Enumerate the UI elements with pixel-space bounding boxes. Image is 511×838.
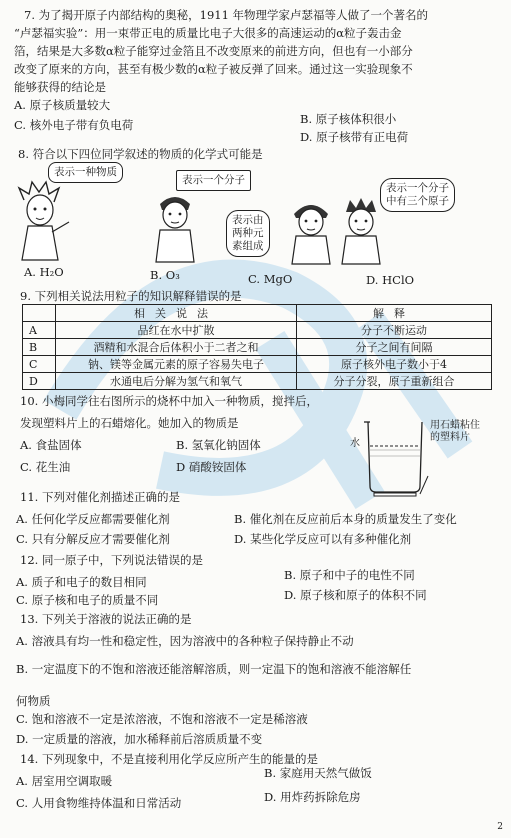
table-row	[23, 356, 492, 373]
table-cell: 水通电后分解为氢气和氧气	[56, 373, 297, 390]
q11-option-d: D. 某些化学反应可以有多种催化剂	[234, 532, 412, 546]
q13-option-d: D. 一定质量的溶液，加水稀释前后溶质质量不变	[16, 732, 263, 746]
q8-bubble-3	[226, 210, 270, 257]
student-boy-1-icon	[150, 190, 200, 265]
q10-line1: 10. 小梅同学往右图所示的烧杯中加入一种物质，搅拌后，	[20, 394, 318, 408]
table-cell: C	[23, 356, 56, 373]
q8-stem: 8. 符合以下四位同学叙述的物质的化学式可能是	[18, 147, 263, 161]
beaker-icon	[360, 416, 430, 498]
q10-option-d: D 硝酸铵固体	[176, 460, 247, 474]
q8-option-b: B. O₃	[150, 268, 180, 282]
q8-bubble-3-line1: 表示由	[232, 214, 264, 226]
q13-option-a: A. 溶液具有均一性和稳定性，因为溶液中的各种粒子保持静止不动	[16, 634, 354, 648]
student-girl-icon	[14, 180, 74, 265]
student-boy-3-icon	[336, 196, 386, 266]
q8-bubble-2: 表示一个分子	[176, 170, 251, 191]
table-cell: 分子分裂，原子重新组合	[297, 373, 492, 390]
q8-bubble-1: 表示一种物质	[48, 162, 123, 183]
q8-bubble-4	[380, 178, 455, 212]
q14-option-a: A. 居室用空调取暖	[16, 774, 113, 788]
table-row	[23, 339, 492, 356]
q14-stem: 14. 下列现象中，不是直接利用化学反应所产生的能量的是	[20, 752, 318, 766]
table-row	[23, 373, 492, 390]
table-header-cell: 相关说法	[56, 305, 297, 322]
q7-option-b: B. 原子核体积很小	[300, 112, 397, 126]
q11-stem: 11. 下列对催化剂描述正确的是	[20, 490, 180, 504]
q14-option-d: D. 用炸药拆除危房	[264, 790, 361, 804]
q7-line1: 7. 为了揭开原子内部结构的奥秘，1911 年物理学家卢瑟福等人做了一个著名的	[24, 8, 429, 22]
q7-option-d: D. 原子核带有正电荷	[300, 130, 409, 144]
q7-line5: 能够获得的结论是	[14, 80, 106, 94]
q12-option-c: C. 原子核和电子的质量不同	[16, 593, 159, 607]
page-number: 2	[497, 822, 503, 832]
q8-option-c: C. MgO	[248, 272, 293, 286]
q9-table	[22, 304, 492, 390]
table-header-row	[23, 305, 492, 322]
table-cell: 品红在水中扩散	[56, 322, 297, 339]
table-header-cell: 解释	[297, 305, 492, 322]
q14-option-c: C. 人用食物维持体温和日常活动	[16, 796, 182, 810]
q10-option-b: B. 氢氧化钠固体	[176, 438, 261, 452]
q12-option-a: A. 质子和电子的数目相同	[16, 575, 147, 589]
table-header-cell	[23, 305, 56, 322]
q10-fig-label-line1: 用石蜡粘住	[430, 420, 480, 431]
q10-line2: 发现塑料片上的石蜡熔化。她加入的物质是	[20, 416, 239, 430]
q8-option-d: D. HClO	[366, 273, 415, 287]
q10-option-c: C. 花生油	[20, 460, 71, 474]
q9-stem: 9. 下列相关说法用粒子的知识解释错误的是	[20, 289, 242, 303]
q12-option-d: D. 原子核和原子的体积不同	[284, 588, 427, 602]
table-cell: 分子之间有间隔	[297, 339, 492, 356]
student-boy-2-icon	[286, 196, 336, 266]
q11-option-c: C. 只有分解反应才需要催化剂	[16, 532, 170, 546]
q13-option-b-line2: 何物质	[16, 694, 51, 708]
q7-option-a: A. 原子核质量较大	[14, 98, 111, 112]
q7-line2: “卢瑟福实验”：用一束带正电的质量比电子大很多的高速运动的α粒子轰击金	[14, 26, 402, 40]
q12-stem: 12. 同一原子中，下列说法错误的是	[20, 553, 203, 567]
q8-bubble-3-line2: 两种元	[232, 227, 264, 239]
q14-option-b: B. 家庭用天然气做饭	[264, 766, 372, 780]
q7-option-c: C. 核外电子带有负电荷	[14, 118, 134, 132]
q12-option-b: B. 原子和中子的电性不同	[284, 568, 415, 582]
table-cell: 原子核外电子数小于4	[297, 356, 492, 373]
q13-stem: 13. 下列关于溶液的说法正确的是	[20, 612, 192, 626]
q10-fig-label	[430, 420, 480, 444]
q7-line3: 箔，结果是大多数α粒子能穿过金箔且不改变原来的前进方向，但也有一小部分	[14, 44, 413, 58]
q8-bubble-3-line3: 素组成	[232, 240, 264, 252]
q13-option-c: C. 饱和溶液不一定是浓溶液，不饱和溶液不一定是稀溶液	[16, 712, 308, 726]
table-cell: 酒精和水混合后体积小于二者之和	[56, 339, 297, 356]
table-row	[23, 322, 492, 339]
table-cell: 分子不断运动	[297, 322, 492, 339]
table-cell: D	[23, 373, 56, 390]
q10-option-a: A. 食盐固体	[20, 438, 82, 452]
table-cell: A	[23, 322, 56, 339]
q11-option-b: B. 催化剂在反应前后本身的质量发生了变化	[234, 512, 457, 526]
q11-option-a: A. 任何化学反应都需要催化剂	[16, 512, 170, 526]
q10-fig-label-line2: 的塑料片	[430, 432, 470, 443]
q8-bubble-4-line1: 表示一个分子	[386, 182, 449, 194]
table-cell: 钠、镁等金属元素的原子容易失电子	[56, 356, 297, 373]
q7-line4: 改变了原来的方向，甚至有极少数的α粒子被反弹了回来。通过这一实验现象不	[14, 62, 413, 76]
q8-bubble-4-line2: 中有三个原子	[386, 195, 449, 207]
table-cell: B	[23, 339, 56, 356]
q13-option-b-line1: B. 一定温度下的不饱和溶液还能溶解溶质，则一定温下的饱和溶液不能溶解任	[16, 662, 412, 676]
q10-fig-water-label: 水	[350, 438, 360, 449]
q8-option-a: A. H₂O	[24, 265, 64, 279]
